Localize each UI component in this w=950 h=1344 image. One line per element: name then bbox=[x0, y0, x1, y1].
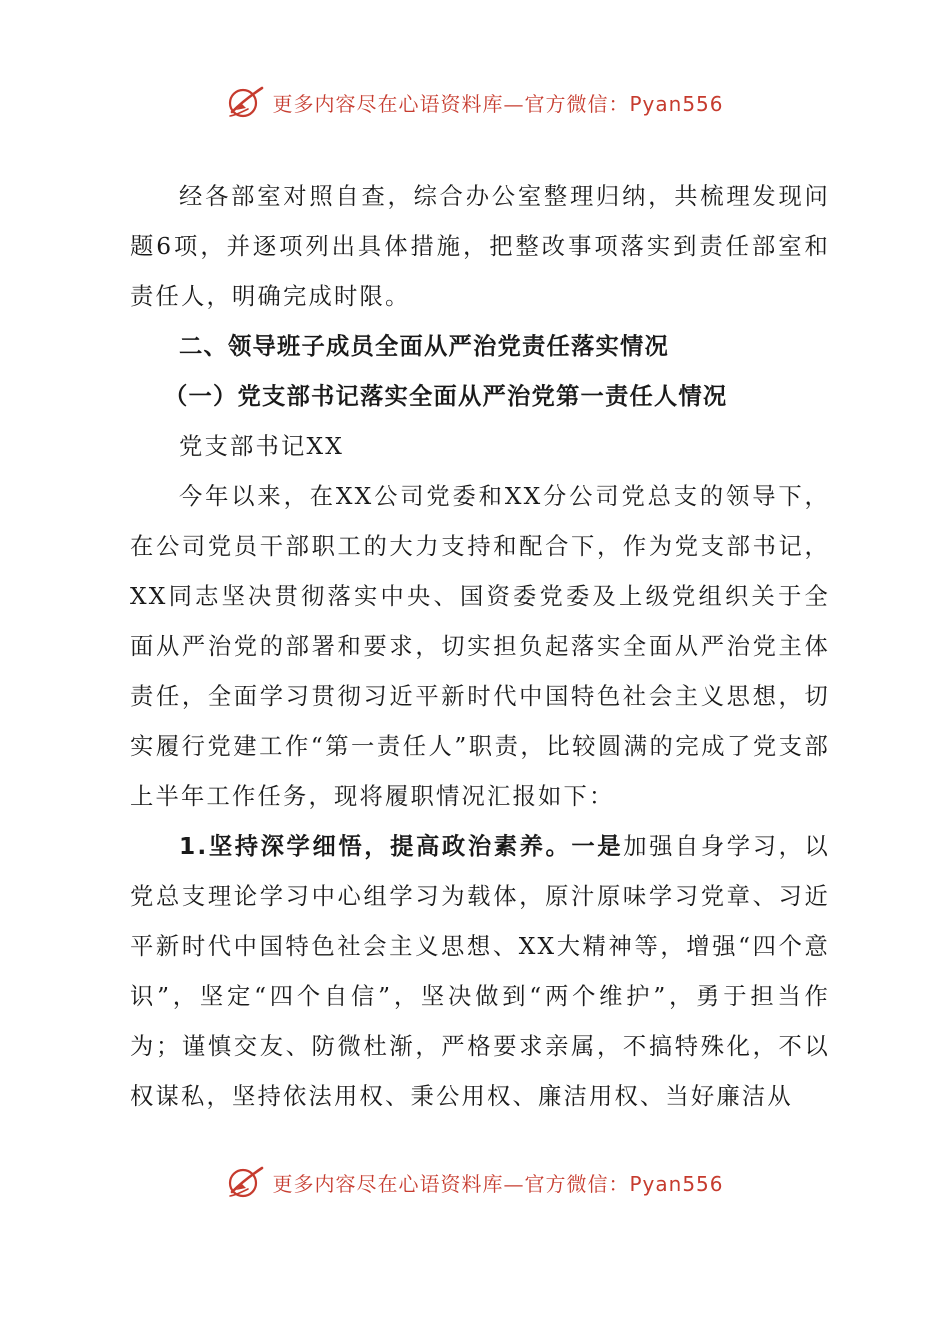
pen-logo-icon bbox=[226, 82, 266, 122]
paragraph-study-text: 加强自身学习，以党总支理论学习中心组学习为载体，原汁原味学习党章、习近平新时代中国特色社会主义思想、XX大精神等，增强“四个意识”，坚定“四个自信”，坚决做到“两个维护”，勇于担当作为；谨慎交友、防微杜渐，严格要求亲属，不搞特殊化，不以权谋私，坚持依法用权、秉公用权、廉洁用权、当好廉洁从 bbox=[130, 833, 830, 1110]
paragraph-rectification: 经各部室对照自查，综合办公室整理归纳，共梳理发现问题6项，并逐项列出具体措施，把整改事项落实到责任部室和责任人，明确完成时限。 bbox=[130, 183, 830, 310]
section-heading: 二、领导班子成员全面从严治党责任落实情况 bbox=[179, 333, 669, 360]
subsection-heading: （一）党支部书记落实全面从严治党第一责任人情况 bbox=[164, 383, 728, 410]
pen-logo-icon bbox=[226, 1162, 266, 1202]
watermark-separator: — bbox=[503, 91, 525, 116]
header-watermark bbox=[0, 78, 950, 126]
watermark-label: 官方微信： bbox=[524, 1171, 630, 1196]
paragraph-study bbox=[130, 822, 830, 1122]
paragraph-study-lead: 1.坚持深学细悟，提高政治素养。一是 bbox=[179, 833, 624, 860]
watermark-label: 官方微信： bbox=[524, 91, 630, 116]
watermark-id: Pyan556 bbox=[629, 91, 724, 116]
watermark-brand: 更多内容尽在心语资料库 bbox=[272, 91, 504, 116]
watermark-id: Pyan556 bbox=[629, 1171, 724, 1196]
footer-watermark bbox=[0, 1158, 950, 1206]
paragraph-report: 今年以来，在XX公司党委和XX分公司党总支的领导下，在公司党员干部职工的大力支持和配合下，作为党支部书记，XX同志坚决贯彻落实中央、国资委党委及上级党组织关于全面从严治党的部署和要求，切实担负起落实全面从严治党主体责任，全面学习贯彻习近平新时代中国特色社会主义思想，切实履行党建工作“第一责任人”职责，比较圆满的完成了党支部上半年工作任务，现将履职情况汇报如下： bbox=[130, 483, 830, 810]
subtitle-secretary: 党支部书记XX bbox=[179, 433, 345, 460]
watermark-text bbox=[272, 88, 723, 117]
watermark-separator: — bbox=[503, 1171, 525, 1196]
document-body bbox=[130, 172, 830, 1122]
watermark-text bbox=[272, 1168, 723, 1197]
watermark-brand: 更多内容尽在心语资料库 bbox=[272, 1171, 504, 1196]
